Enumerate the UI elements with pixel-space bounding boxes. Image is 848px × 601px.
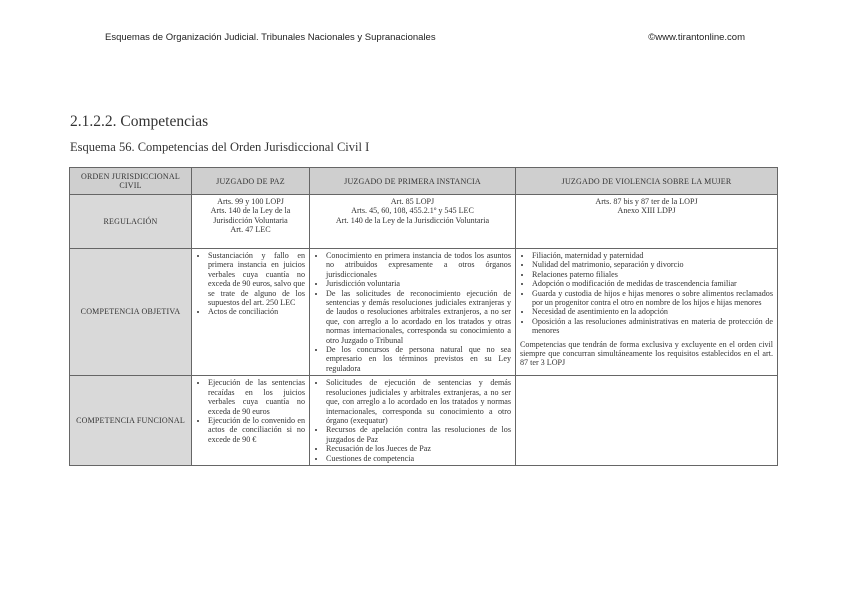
list-item: • Conocimiento en primera instancia de todos los asuntos no atribuidos expresamente a otros órganos jurisdiccionales	[326, 251, 511, 279]
row-regulacion	[70, 195, 778, 249]
regulacion-violencia-line: Arts. 87 bis y 87 ter de la LOPJ	[595, 197, 698, 206]
funcional-primera-list	[314, 378, 511, 463]
list-item: • Recursos de apelación contra las resoluciones de los juzgados de Paz	[326, 425, 511, 444]
regulacion-violencia-line: Anexo XIII LDPJ	[617, 206, 676, 216]
list-item: • Actos de conciliación	[208, 307, 305, 316]
regulacion-primera-line: Arts. 45, 60, 108, 455.2.1º y 545 LEC	[351, 206, 474, 216]
list-item: • Solicitudes de ejecución de sentencias y demás resoluciones judiciales y arbitrales extranjeras, a no ser que, con arreglo a lo acordado en los tratados y normas internacionales, corresponda su conocimiento a otro órgano (exequatur)	[326, 378, 511, 425]
funcional-paz-cell	[192, 376, 310, 466]
objetiva-primera-cell	[310, 249, 516, 376]
objetiva-violencia-cell	[516, 249, 778, 376]
funcional-paz-list	[196, 378, 305, 444]
objetiva-paz-list	[196, 251, 305, 317]
list-item: • Filiación, maternidad y paternidad	[532, 251, 773, 260]
regulacion-paz-line: Arts. 99 y 100 LOPJ	[217, 197, 284, 206]
schema-title: Esquema 56. Competencias del Orden Jurisdiccional Civil I	[70, 140, 370, 154]
row-competencia-funcional	[70, 376, 778, 466]
list-item: • Jurisdicción voluntaria	[326, 279, 511, 288]
list-item: • De los concursos de persona natural que no sea empresario en los términos previstos en su Ley reguladora	[326, 345, 511, 373]
col-header-primera-instancia: JUZGADO DE PRIMERA INSTANCIA	[310, 168, 516, 195]
funcional-primera-cell	[310, 376, 516, 466]
list-item: • Ejecución de las sentencias recaídas en los juicios verbales cuya cuantía no exceda de 90 euros	[208, 378, 305, 416]
header-website: ©www.tirantonline.com	[648, 32, 745, 43]
regulacion-paz-line: Art. 47 LEC	[230, 225, 271, 235]
list-item: • Oposición a las resoluciones administrativas en materia de protección de menores	[532, 317, 773, 336]
list-item: • Nulidad del matrimonio, separación y divorcio	[532, 260, 773, 269]
row-label-regulacion: REGULACIÓN	[70, 195, 192, 249]
list-item: • De las solicitudes de reconocimiento ejecución de sentencias y demás resoluciones judiciales extranjeras y de laudos o resoluciones arbitrales extranjeros, a no ser que, con arreglo a lo acordado en los tratados y otras normas internacionales, corresponda su conocimiento a otro Juzgado o Tribunal	[326, 289, 511, 345]
objetiva-violencia-list	[520, 251, 773, 336]
regulacion-paz-cell	[192, 195, 310, 249]
funcional-violencia-cell	[516, 376, 778, 466]
list-item: • Sustanciación y fallo en primera instancia en juicios verbales cuya cuantía no exceda de 90 euros, salvo que se trate de alguno de los supuestos del art. 250 LEC	[208, 251, 305, 307]
section-title: 2.1.2.2. Competencias	[70, 113, 209, 130]
regulacion-primera-cell	[310, 195, 516, 249]
list-item: • Adopción o modificación de medidas de trascendencia familiar	[532, 279, 773, 288]
table-header-row	[70, 168, 778, 195]
row-competencia-objetiva	[70, 249, 778, 376]
col-header-orden: ORDEN JURISDICCIONAL CIVIL	[70, 168, 192, 195]
row-label-funcional: COMPETENCIA FUNCIONAL	[70, 376, 192, 466]
violencia-competence-note: Competencias que tendrán de forma exclusiva y excluyente en el orden civil siempre que concurran simultáneamente los requisitos establecidos en el art. 87 ter 3 LOPJ	[520, 339, 773, 368]
regulacion-primera-line: Art. 140 de la Ley de la Jurisdicción Voluntaria	[335, 215, 490, 225]
running-header	[105, 32, 745, 46]
competencias-table	[69, 167, 778, 466]
list-item: • Guarda y custodia de hijos e hijas menores o sobre alimentos reclamados por un progenitor contra el otro en nombre de los hijos e hijas menores	[532, 289, 773, 308]
list-item: • Ejecución de lo convenido en actos de conciliación si no excede de 90 €	[208, 416, 305, 444]
objetiva-paz-cell	[192, 249, 310, 376]
regulacion-paz-line: Arts. 140 de la Ley de la Jurisdicción Voluntaria	[210, 206, 291, 225]
regulacion-primera-line: Art. 85 LOPJ	[390, 197, 435, 206]
list-item: • Recusación de los Jueces de Paz	[326, 444, 511, 453]
header-book-title: Esquemas de Organización Judicial. Tribunales Nacionales y Supranacionales	[105, 32, 436, 43]
objetiva-primera-list	[314, 251, 511, 373]
list-item: • Relaciones paterno filiales	[532, 270, 773, 279]
regulacion-violencia-cell	[516, 195, 778, 249]
list-item: • Necesidad de asentimiento en la adopción	[532, 307, 773, 316]
col-header-violencia-mujer: JUZGADO DE VIOLENCIA SOBRE LA MUJER	[516, 168, 778, 195]
col-header-paz: JUZGADO DE PAZ	[192, 168, 310, 195]
list-item: • Cuestiones de competencia	[326, 454, 511, 463]
row-label-objetiva: COMPETENCIA OBJETIVA	[70, 249, 192, 376]
